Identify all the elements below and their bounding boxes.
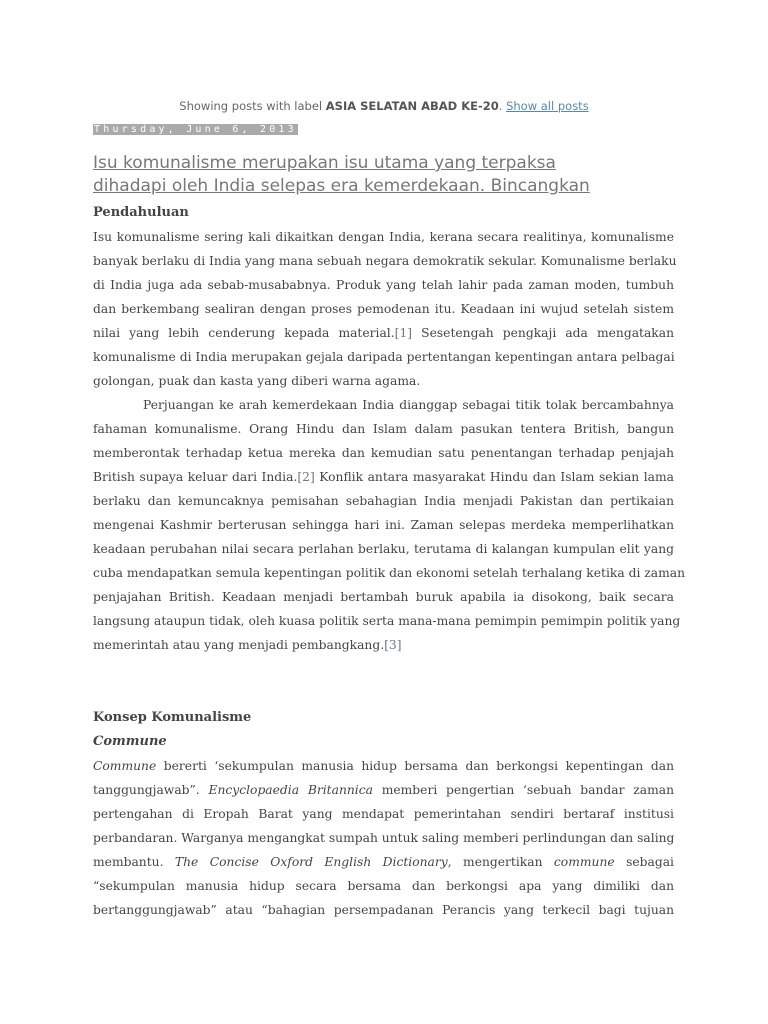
body-line: banyak berlaku di India yang mana sebuah negara demokratik sekular. Komunalisme berlaku xyxy=(93,254,677,268)
body-line: di India juga ada sebab-musababnya. Produk yang telah lahir pada zaman moden, tumbuh xyxy=(93,278,674,292)
status-period: . xyxy=(498,99,503,113)
body-line: perbandaran. Warganya mengangkat sumpah untuk saling memberi perlindungan dan saling xyxy=(93,831,675,845)
footnote-link-2[interactable]: [2] xyxy=(297,470,315,484)
body-line: langsung ataupun tidak, oleh kuasa politik serta mana-mana pemimpin pemimpin politik yang xyxy=(93,614,681,628)
label-filter-status xyxy=(0,99,768,113)
section-heading-pendahuluan: Pendahuluan xyxy=(93,205,189,220)
body-line: Perjuangan ke arah kemerdekaan India dianggap sebagai titik tolak bercambahnya xyxy=(143,398,674,412)
body-line: Isu komunalisme sering kali dikaitkan dengan India, kerana secara realitinya, komunalisme xyxy=(93,230,674,244)
body-line: pertengahan di Eropah Barat yang mendapat pemerintahan sendiri bertaraf institusi xyxy=(93,807,674,821)
body-line: “sekumpulan manusia hidup secara bersama dan berkongsi apa yang dimiliki dan xyxy=(93,879,674,893)
body-line: mengenai Kashmir berterusan sehingga hari ini. Zaman selepas merdeka memperlihatkan xyxy=(93,518,674,532)
body-line: komunalisme di India merupakan gejala daripada pertentangan kepentingan antara pelbagai xyxy=(93,350,675,364)
body-line: dan berkembang sealiran dengan proses pemodenan itu. Keadaan ini wujud setelah sistem xyxy=(93,302,674,316)
body-line: British supaya keluar dari India.[2] Konflik antara masyarakat Hindu dan Islam sekian lama xyxy=(93,470,674,484)
post-title xyxy=(93,152,693,198)
label-name: ASIA SELATAN ABAD KE-20 xyxy=(325,99,499,113)
footnote-link-3[interactable]: [3] xyxy=(384,638,402,652)
section-heading-konsep: Konsep Komunalisme xyxy=(93,710,252,725)
body-line: bertanggungjawab” atau “bahagian persempadanan Perancis yang terkecil bagi tujuan xyxy=(93,903,674,917)
body-line: fahaman komunalisme. Orang Hindu dan Islam dalam pasukan tentera British, bangun xyxy=(93,422,674,436)
body-line: golongan, puak dan kasta yang diberi warna agama. xyxy=(93,374,421,388)
body-line: berlaku dan kemuncaknya pemisahan sebahagian India menjadi Pakistan dan pertikaian xyxy=(93,494,674,508)
body-line: tanggungjawab”. Encyclopaedia Britannica memberi pengertian ‘sebuah bandar zaman xyxy=(93,783,675,797)
post-title-link[interactable] xyxy=(93,152,693,198)
body-line: cuba mendapatkan semula kepentingan politik dan ekonomi setelah terhalang ketika di zaman xyxy=(93,566,686,580)
body-line: Commune bererti ‘sekumpulan manusia hidup bersama dan berkongsi kepentingan dan xyxy=(93,759,674,773)
body-line: memberontak terhadap ketua mereka dan kemudian satu penentangan terhadap penjajah xyxy=(93,446,674,460)
show-all-posts-link[interactable]: Show all posts xyxy=(506,99,589,113)
post-title-line-2: dihadapi oleh India selepas era kemerdekaan. Bincangkan xyxy=(93,176,590,196)
footnote-link-1[interactable]: [1] xyxy=(394,326,413,340)
body-line: membantu. The Concise Oxford English Dictionary, mengertikan commune sebagai xyxy=(93,855,674,869)
body-line: penjajahan British. Keadaan menjadi bertambah buruk apabila ia disokong, baik secara xyxy=(93,590,674,604)
status-prefix: Showing posts with label xyxy=(179,99,326,113)
subheading-commune: Commune xyxy=(93,734,167,749)
body-line: nilai yang lebih cenderung kepada material.[1] Sesetengah pengkaji ada mengatakan xyxy=(93,326,674,340)
date-header: Thursday, June 6, 2013 xyxy=(94,124,297,135)
body-line: keadaan perubahan nilai secara perlahan berlaku, terutama di kalangan kumpulan elit yang xyxy=(93,542,674,556)
post-title-line-1: Isu komunalisme merupakan isu utama yang terpaksa xyxy=(93,153,556,173)
body-line: memerintah atau yang menjadi pembangkang.[3] xyxy=(93,638,402,652)
